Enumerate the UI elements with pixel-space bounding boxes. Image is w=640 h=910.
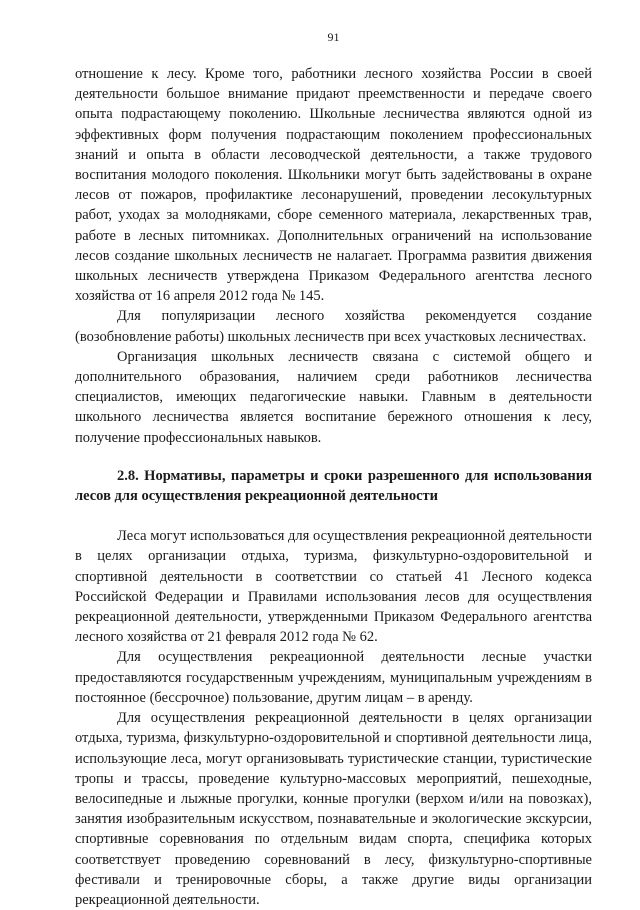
paragraph-forest-attitude: отношение к лесу. Кроме того, работники лесного хозяйства России в своей деятельности большое внимание придают преемственности и передаче своего опыта подрастающему поколению. Школьные лесничества являются одной из эффективных форм получения подрастающим поколением профессиональных знаний и опыта в области лесоводческой деятельности, а также трудового воспитания молодого поколения. Школьники могут быть задействованы в охране лесов от пожаров, профилактике лесонарушений, проведении лесокультурных работ, уходах за молодняками, сборе семенного материала, лекарственных трав, работе в лесных питомниках. Дополнительных ограничений на использование лесов создание школьных лесничеств не налагает. Программа развития движения школьных лесничеств утверждена Приказом Федерального агентства лесного хозяйства от 16 апреля 2012 года № 145. [75, 66, 592, 305]
paragraph-school-forestry-organization: Организация школьных лесничеств связана с системой общего и дополнительного образования, наличием среди работников лесничества специалистов, имеющих педагогические навыки. Главным в деятельности школьного лесничества является воспитание бережного отношения к лесу, получение профессиональных навыков. [75, 348, 592, 446]
page-number: 91 [327, 30, 340, 44]
paragraph-recreational-use: Леса могут использоваться для осуществления рекреационной деятельности в целях организации отдыха, туризма, физкультурно-оздоровительной и спортивной деятельности в соответствии со статьей 41 Лесного кодекса Российской Федерации и Правилами использования лесов для осуществления рекреационной деятельности, утвержденными Приказом Федерального агентства лесного хозяйства от 21 февраля 2012 года № 62. [75, 528, 592, 646]
paragraph-popularization: Для популяризации лесного хозяйства рекомендуется создание (возобновление работы) школьных лесничеств при всех участковых лесничествах. [75, 308, 592, 345]
paragraph-land-provision: Для осуществления рекреационной деятельности лесные участки предоставляются государственным учреждениям, муниципальным учреждениям в постоянное (бессрочное) пользование, другим лицам – в аренду. [75, 649, 592, 706]
paragraph-recreational-activities: Для осуществления рекреационной деятельности в целях организации отдыха, туризма, физкультурно-оздоровительной и спортивной деятельности лица, использующие леса, могут организовывать туристические станции, туристические тропы и трассы, проведение культурно-массовых мероприятий, пешеходные, велосипедные и лыжные прогулки, конные прогулки (верхом и/или на повозках), занятия изобразительным искусством, познавательные и экологические экскурсии, спортивные соревнования по отдельным видам спорта, специфика которых соответствует проведению соревнований в лесу, физкультурно-спортивные фестивали и тренировочные сборы, а также другие виды организации рекреационной деятельности. [75, 710, 592, 908]
section-heading: 2.8. Нормативы, параметры и сроки разрешенного для использования лесов для осуществления рекреационной деятельности [75, 467, 592, 505]
